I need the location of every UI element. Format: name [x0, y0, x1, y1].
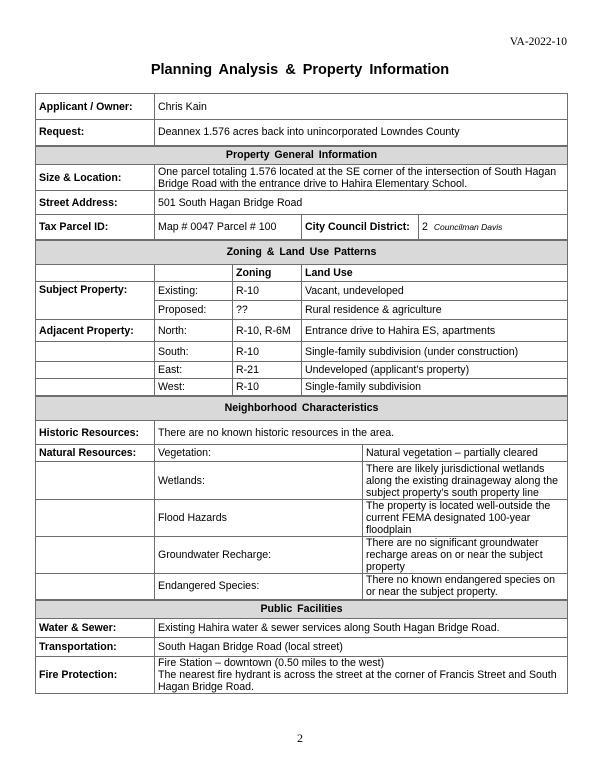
zoning-row	[36, 362, 568, 379]
natural-row	[36, 462, 568, 500]
natural-row	[36, 445, 568, 462]
zoning-code: R-10, R-6M	[233, 320, 302, 342]
section-facilities	[36, 600, 568, 619]
adjacent-property-label: Adjacent Property:	[36, 320, 155, 342]
size-row	[36, 165, 568, 191]
document-id: VA-2022-10	[509, 36, 567, 48]
natural-key: Endangered Species:	[155, 574, 363, 600]
address-row	[36, 191, 568, 215]
request-label: Request:	[36, 120, 155, 146]
zoning-column-header: Zoning	[233, 265, 302, 282]
address-label: Street Address:	[36, 191, 155, 215]
fire-line-1: Fire Station – downtown (0.50 miles to the west)	[158, 657, 385, 669]
fire-line-2: The nearest fire hydrant is across the street at the corner of Francis Street and South Hagan Bridge Road.	[158, 669, 557, 693]
section-header: Property General Information	[36, 146, 568, 165]
natural-value: There are no significant groundwater recharge areas on or near the subject property	[363, 537, 568, 574]
zoning-code: ??	[233, 301, 302, 320]
zoning-code: R-10	[233, 342, 302, 362]
section-header: Neighborhood Characteristics	[36, 396, 568, 421]
address-value: 501 South Hagan Bridge Road	[155, 191, 568, 215]
district-number: 2	[422, 220, 428, 233]
zoning-row	[36, 282, 568, 301]
section-neighborhood	[36, 396, 568, 421]
district-value	[419, 215, 568, 240]
transport-value: South Hagan Bridge Road (local street)	[155, 638, 568, 657]
landuse-column-header: Land Use	[302, 265, 568, 282]
zoning-code: R-10	[233, 282, 302, 301]
request-row	[36, 120, 568, 146]
property-info-table	[35, 93, 568, 694]
zoning-row	[36, 342, 568, 362]
zoning-row	[36, 320, 568, 342]
zoning-header-row	[36, 265, 568, 282]
land-use: Single-family subdivision	[302, 379, 568, 396]
natural-value: There are likely jurisdictional wetlands along the existing drainageway along the subject property’s south property line	[363, 462, 568, 500]
water-value: Existing Hahira water & sewer services along South Hagan Bridge Road.	[155, 619, 568, 638]
district-label: City Council District:	[302, 215, 419, 240]
applicant-value: Chris Kain	[155, 94, 568, 120]
district-member: Councilman Davis	[433, 221, 503, 232]
natural-key: Flood Hazards	[155, 500, 363, 537]
section-general	[36, 146, 568, 165]
page-number: 2	[297, 731, 303, 745]
size-label: Size & Location:	[36, 165, 155, 191]
size-value: One parcel totaling 1.576 located at the SE corner of the intersection of South Hagan Bridge Road with the entrance drive to Hahira Elementary School.	[155, 165, 568, 191]
transport-row	[36, 638, 568, 657]
page-title: Planning Analysis & Property Information	[150, 62, 450, 78]
zoning-code: R-21	[233, 362, 302, 379]
request-value: Deannex 1.576 acres back into unincorporated Lowndes County	[155, 120, 568, 146]
fire-value	[155, 657, 568, 694]
natural-row	[36, 500, 568, 537]
zoning-row	[36, 379, 568, 396]
land-use: Undeveloped (applicant’s property)	[302, 362, 568, 379]
zoning-direction: West:	[155, 379, 233, 396]
zoning-direction: Proposed:	[155, 301, 233, 320]
section-header: Public Facilities	[36, 600, 568, 619]
natural-value: Natural vegetation – partially cleared	[363, 445, 568, 462]
natural-key: Groundwater Recharge:	[155, 537, 363, 574]
applicant-row	[36, 94, 568, 120]
natural-resources-label: Natural Resources:	[36, 445, 155, 462]
fire-label: Fire Protection:	[36, 657, 155, 694]
zoning-code: R-10	[233, 379, 302, 396]
land-use: Entrance drive to Hahira ES, apartments	[302, 320, 568, 342]
zoning-direction: South:	[155, 342, 233, 362]
transport-label: Transportation:	[36, 638, 155, 657]
fire-row	[36, 657, 568, 694]
historic-row	[36, 421, 568, 445]
subject-property-label: Subject Property:	[36, 282, 155, 320]
land-use: Vacant, undeveloped	[302, 282, 568, 301]
tax-row	[36, 215, 568, 240]
land-use: Rural residence & agriculture	[302, 301, 568, 320]
tax-label: Tax Parcel ID:	[36, 215, 155, 240]
zoning-direction: East:	[155, 362, 233, 379]
land-use: Single-family subdivision (under construction)	[302, 342, 568, 362]
natural-key: Wetlands:	[155, 462, 363, 500]
natural-value: There no known endangered species on or near the subject property.	[363, 574, 568, 600]
section-zoning	[36, 240, 568, 265]
applicant-label: Applicant / Owner:	[36, 94, 155, 120]
tax-value: Map # 0047 Parcel # 100	[155, 215, 302, 240]
zoning-direction: Existing:	[155, 282, 233, 301]
natural-value: The property is located well-outside the current FEMA designated 100-year floodplain	[363, 500, 568, 537]
water-label: Water & Sewer:	[36, 619, 155, 638]
natural-row	[36, 537, 568, 574]
natural-key: Vegetation:	[155, 445, 363, 462]
zoning-direction: North:	[155, 320, 233, 342]
water-row	[36, 619, 568, 638]
section-header: Zoning & Land Use Patterns	[36, 240, 568, 265]
natural-row	[36, 574, 568, 600]
historic-value: There are no known historic resources in the area.	[155, 421, 568, 445]
historic-label: Historic Resources:	[36, 421, 155, 445]
